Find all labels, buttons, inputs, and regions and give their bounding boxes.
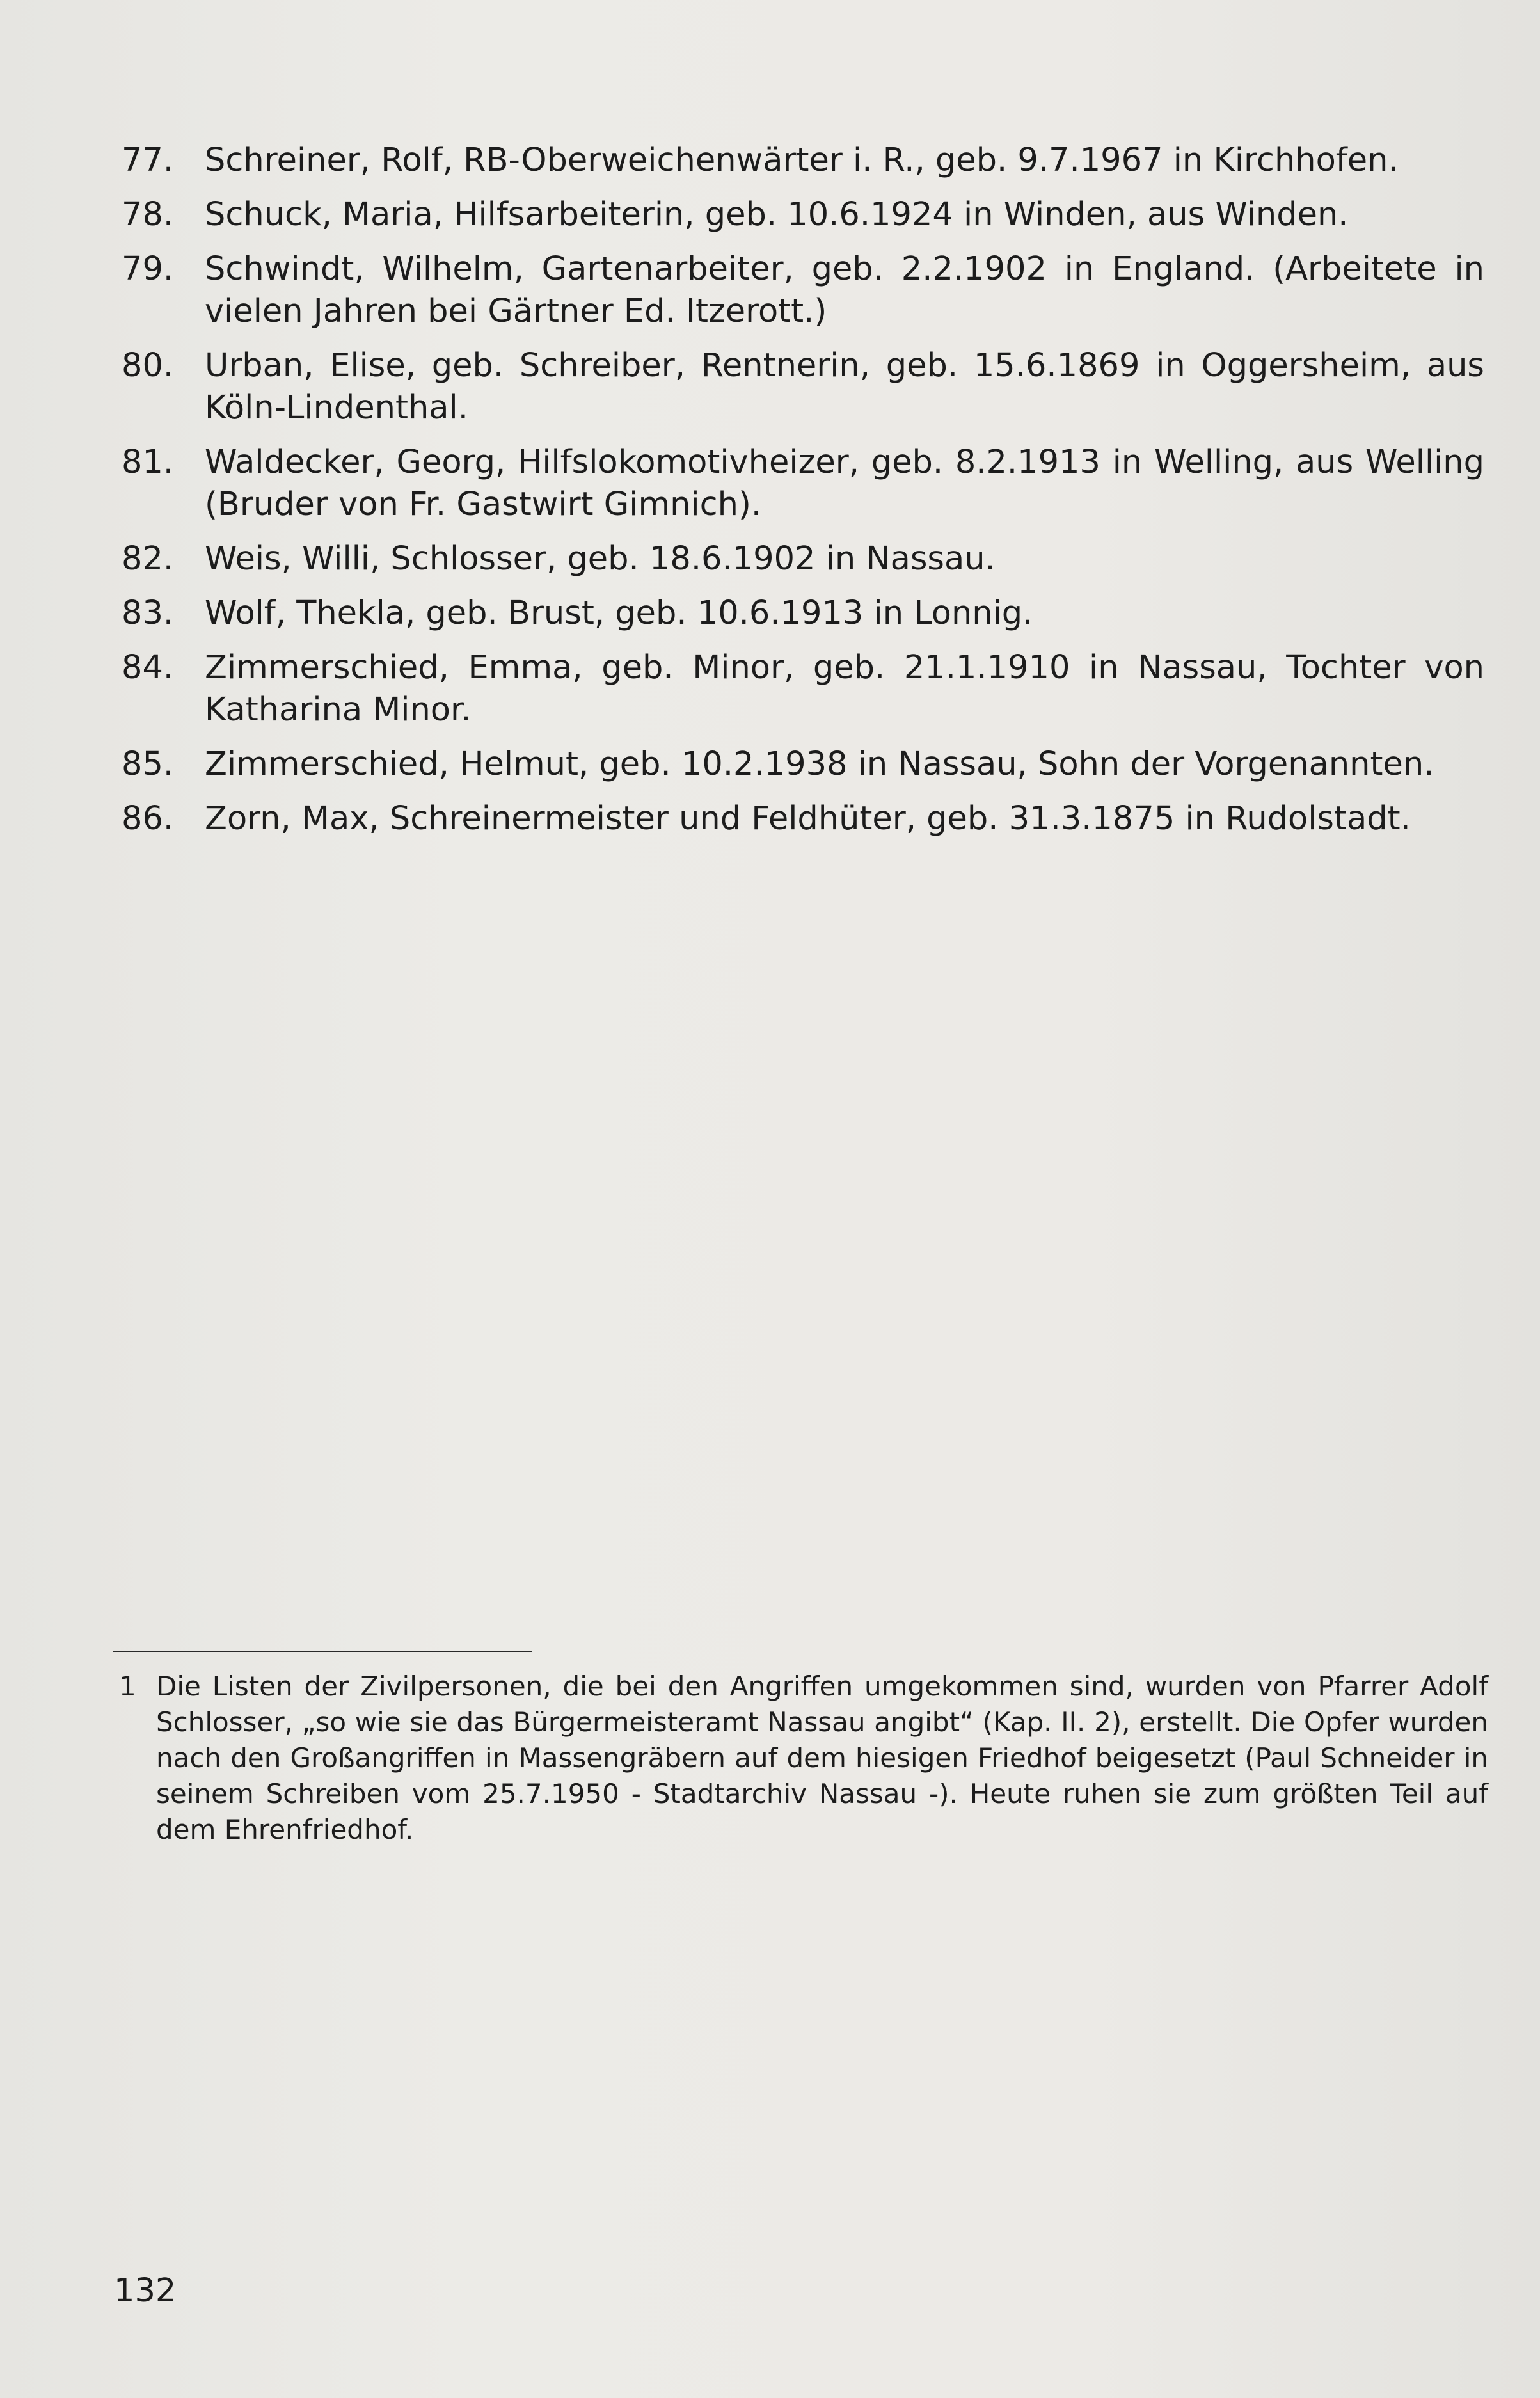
footnote-number: 1 [119, 1671, 136, 1702]
footnote-divider [113, 1651, 532, 1652]
entry-text: Wolf, Thekla, geb. Brust, geb. 10.6.1913 in Lonnig. [205, 594, 1033, 632]
list-entry [122, 798, 1484, 840]
list-entry [122, 592, 1484, 635]
entry-text: Zimmerschied, Helmut, geb. 10.2.1938 in Nassau, Sohn der Vorgenannten. [205, 745, 1434, 783]
entry-number: 81. [122, 443, 174, 481]
footnote [119, 1669, 1488, 1848]
entry-text: Schwindt, Wilhelm, Gartenarbeiter, geb. 2.2.1902 in England. (Arbeitete in vielen Jahren bei Gärtner Ed. Itzerott.) [205, 250, 1484, 330]
list-entry [122, 194, 1484, 236]
footnote-text: Die Listen der Zivilpersonen, die bei den Angriffen umgekommen sind, wurden von Pfarrer Adolf Schlosser, „so wie sie das Bürgermeisteramt Nassau angibt“ (Kap. II. 2), erstellt. Die Opfer wurden nach den Großangriffen in Massengräbern auf dem hiesigen Friedhof beigesetzt (Paul Schneider in seinem Schreiben vom 25.7.1950 - Stadtarchiv Nassau -). Heute ruhen sie zum größten Teil auf dem Ehrenfriedhof. [156, 1671, 1488, 1845]
entry-text: Schuck, Maria, Hilfsarbeiterin, geb. 10.6.1924 in Winden, aus Winden. [205, 196, 1349, 234]
entry-text: Waldecker, Georg, Hilfslokomotivheizer, geb. 8.2.1913 in Welling, aus Welling (Bruder von Fr. Gastwirt Gimnich). [205, 443, 1484, 523]
entry-number: 86. [122, 800, 174, 838]
list-entry [122, 345, 1484, 429]
entry-text: Urban, Elise, geb. Schreiber, Rentnerin, geb. 15.6.1869 in Oggersheim, aus Köln-Lindenthal. [205, 347, 1484, 427]
entry-text: Zorn, Max, Schreinermeister und Feldhüter, geb. 31.3.1875 in Rudolstadt. [205, 800, 1411, 838]
list-entry [122, 647, 1484, 731]
entry-number: 78. [122, 196, 174, 234]
entry-number: 82. [122, 540, 174, 578]
entry-number: 77. [122, 141, 174, 179]
entry-number: 85. [122, 745, 174, 783]
page-number: 132 [114, 2272, 177, 2310]
entry-number: 84. [122, 649, 174, 687]
list-entry [122, 743, 1484, 786]
entry-text: Weis, Willi, Schlosser, geb. 18.6.1902 in Nassau. [205, 540, 996, 578]
list-entry [122, 538, 1484, 580]
casualty-list [122, 139, 1484, 852]
list-entry [122, 139, 1484, 182]
entry-number: 80. [122, 347, 174, 385]
entry-number: 79. [122, 250, 174, 288]
entry-text: Zimmerschied, Emma, geb. Minor, geb. 21.1.1910 in Nassau, Tochter von Katharina Minor. [205, 649, 1484, 729]
entry-text: Schreiner, Rolf, RB-Oberweichenwärter i. R., geb. 9.7.1967 in Kirchhofen. [205, 141, 1399, 179]
entry-number: 83. [122, 594, 174, 632]
list-entry [122, 248, 1484, 333]
list-entry [122, 441, 1484, 526]
